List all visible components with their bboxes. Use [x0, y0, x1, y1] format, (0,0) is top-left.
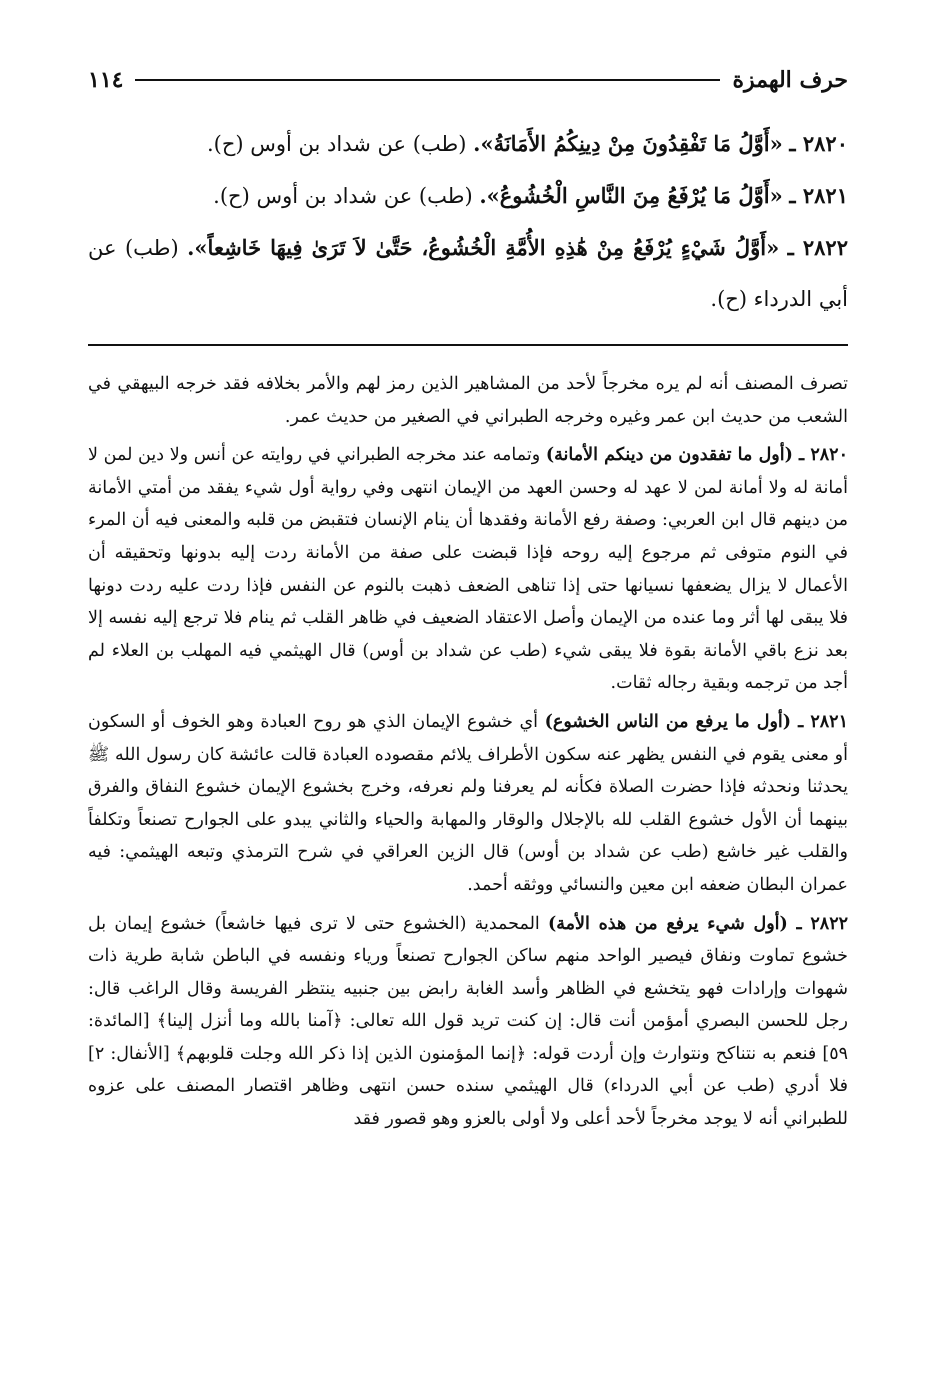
commentary-paragraph [88, 368, 848, 433]
commentary-paragraph [88, 908, 848, 1136]
commentary-text: المحمدية (الخشوع حتى لا ترى فيها خاشعاً) خشوع إيمان بل خشوع تماوت ونفاق فيصير الواحد منهم ساكن الجوارح تصنعاً ورياء ونفسه في الباطن شابة طرية ذات شهوات وإرادات فهو يتخشع في الظاهر وأسد الغابة رابض بين جنبيه ينتظر الفريسة وقال الراغب قال: رجل للحسن البصري أمؤمن أنت قال: إن كنت تريد قول الله تعالى: ﴿آمنا بالله وما أنزل إلينا﴾ [المائدة: ٥٩] فنعم به نتناكح ونتوارث وإن أردت قوله: ﴿إنما المؤمنون الذين إذا ذكر الله وجلت قلوبهم﴾ [الأنفال: ٢] فلا أدري (طب عن أبي الدرداء) قال الهيثمي سنده حسن انتهى وظاهر اقتصار المصنف على عزوه للطبراني أنه لا يوجد مخرجاً لأحد أعلى ولا أولى بالعزو وهو قصور فقد [88, 913, 848, 1130]
commentary-lead: ٢٨٢٠ ـ (أول ما تفقدون من دينكم الأمانة) [545, 445, 848, 466]
footnote-separator [88, 344, 848, 346]
hadith-number: ٢٨٢٢ ـ [787, 235, 848, 260]
hadith-number: ٢٨٢١ ـ [789, 183, 848, 208]
commentary-text: أي خشوع الإيمان الذي هو روح العبادة وهو الخوف أو السكون أو معنى يقوم في النفس يظهر عنه سكون الأطراف يلائم مقصوده العبادة قالت عائشة كان رسول الله ﷺ يحدثنا ونحدثه فإذا حضرت الصلاة فكأنه لم يعرفنا ولم نعرفه، وخرج بخشوع الإيمان خشوع النفاق والفرق بينهما أن الأول خشوع القلب لله بالإجلال والوقار والمهابة والحياء والثاني يبدو على الجوارح تصنعاً وتكلفاً والقلب غير خاشع (طب عن شداد بن أوس) قال الزين العراقي في شرح الترمذي وتبعه الهيثمي: فيه عمران البطان ضعفه ابن معين والنسائي ووثقه أحمد. [88, 711, 848, 895]
hadith-number: ٢٨٢٠ ـ [789, 131, 848, 156]
chapter-title: حرف الهمزة [732, 67, 848, 93]
hadith-text: «أَوَّلُ شَيْءٍ يُرْفَعُ مِنْ هَٰذِهِ الأُمَّةِ الْخُشُوعُ، حَتَّىٰ لاَ تَرَىٰ فِيهَا خَاشِعاً». [187, 235, 780, 260]
commentary-lead: ٢٨٢١ ـ (أول ما يرفع من الناس الخشوع) [544, 711, 848, 732]
hadith-source: (طب) عن أبي الدرداء (ح). [88, 236, 848, 311]
hadith-2822 [88, 222, 848, 325]
hadith-list [88, 118, 848, 325]
hadith-source: (طب) عن شداد بن أوس (ح). [213, 184, 473, 208]
commentary-paragraph [88, 439, 848, 700]
hadith-2820 [88, 118, 848, 170]
commentary-paragraph [88, 706, 848, 902]
page-header [88, 62, 848, 98]
header-rule [135, 79, 720, 81]
hadith-source: (طب) عن شداد بن أوس (ح). [206, 132, 467, 156]
page-number: ١١٤ [88, 67, 124, 93]
hadith-text: «أَوَّلُ مَا تَفْقِدُونَ مِنْ دِينِكُمُ الأَمَانَةُ». [473, 131, 783, 156]
hadith-2821 [88, 170, 848, 222]
hadith-text: «أَوَّلُ مَا يُرْفَعُ مِنَ النَّاسِ الْخُشُوعُ». [479, 183, 783, 208]
commentary-text: تصرف المصنف أنه لم يره مخرجاً لأحد من المشاهير الذين رمز لهم والأمر بخلافه فقد خرجه البيهقي في الشعب من حديث ابن عمر وغيره وخرجه الطبراني في الصغير من حديث عمر. [88, 374, 848, 427]
commentary [88, 368, 848, 1368]
commentary-text: وتمامه عند مخرجه الطبراني في روايته عن أنس ولا دين لمن لا أمانة له ولا أمانة لمن لا عهد له وحسن العهد من الإيمان انتهى وفي رواية أول شيء يفقد من أمتي الأمانة من دينهم قال ابن العربي: وصفة رفع الأمانة وفقدها أن ينام الإنسان فتقبض من قلبه والمعنى فيه أن المرء في النوم متوفى ثم مرجوع إليه روحه فإذا قبضت على صفة من الأمانة ردت إليه بدونها وتحقيقه أن الأعمال لا يزال يضعفها نسيانها حتى إذا تناهى الضعف ذهبت بالنوم عن النفس فإذا ردت عليه ردت دونها فلا يبقى لها أثر وما عنده من الإيمان وأصل الاعتقاد الضعيف في ظاهر القلب ثم ينام فلا ترجع إليه نفسه إلا بعد نزع باقي الأمانة بقوة فلا يبقى شيء (طب عن شداد بن أوس) قال الهيثمي فيه المهلب بن العلاء لم أجد من ترجمه وبقية رجاله ثقات. [88, 445, 848, 694]
commentary-lead: ٢٨٢٢ ـ (أول شيء يرفع من هذه الأمة) [548, 913, 848, 934]
